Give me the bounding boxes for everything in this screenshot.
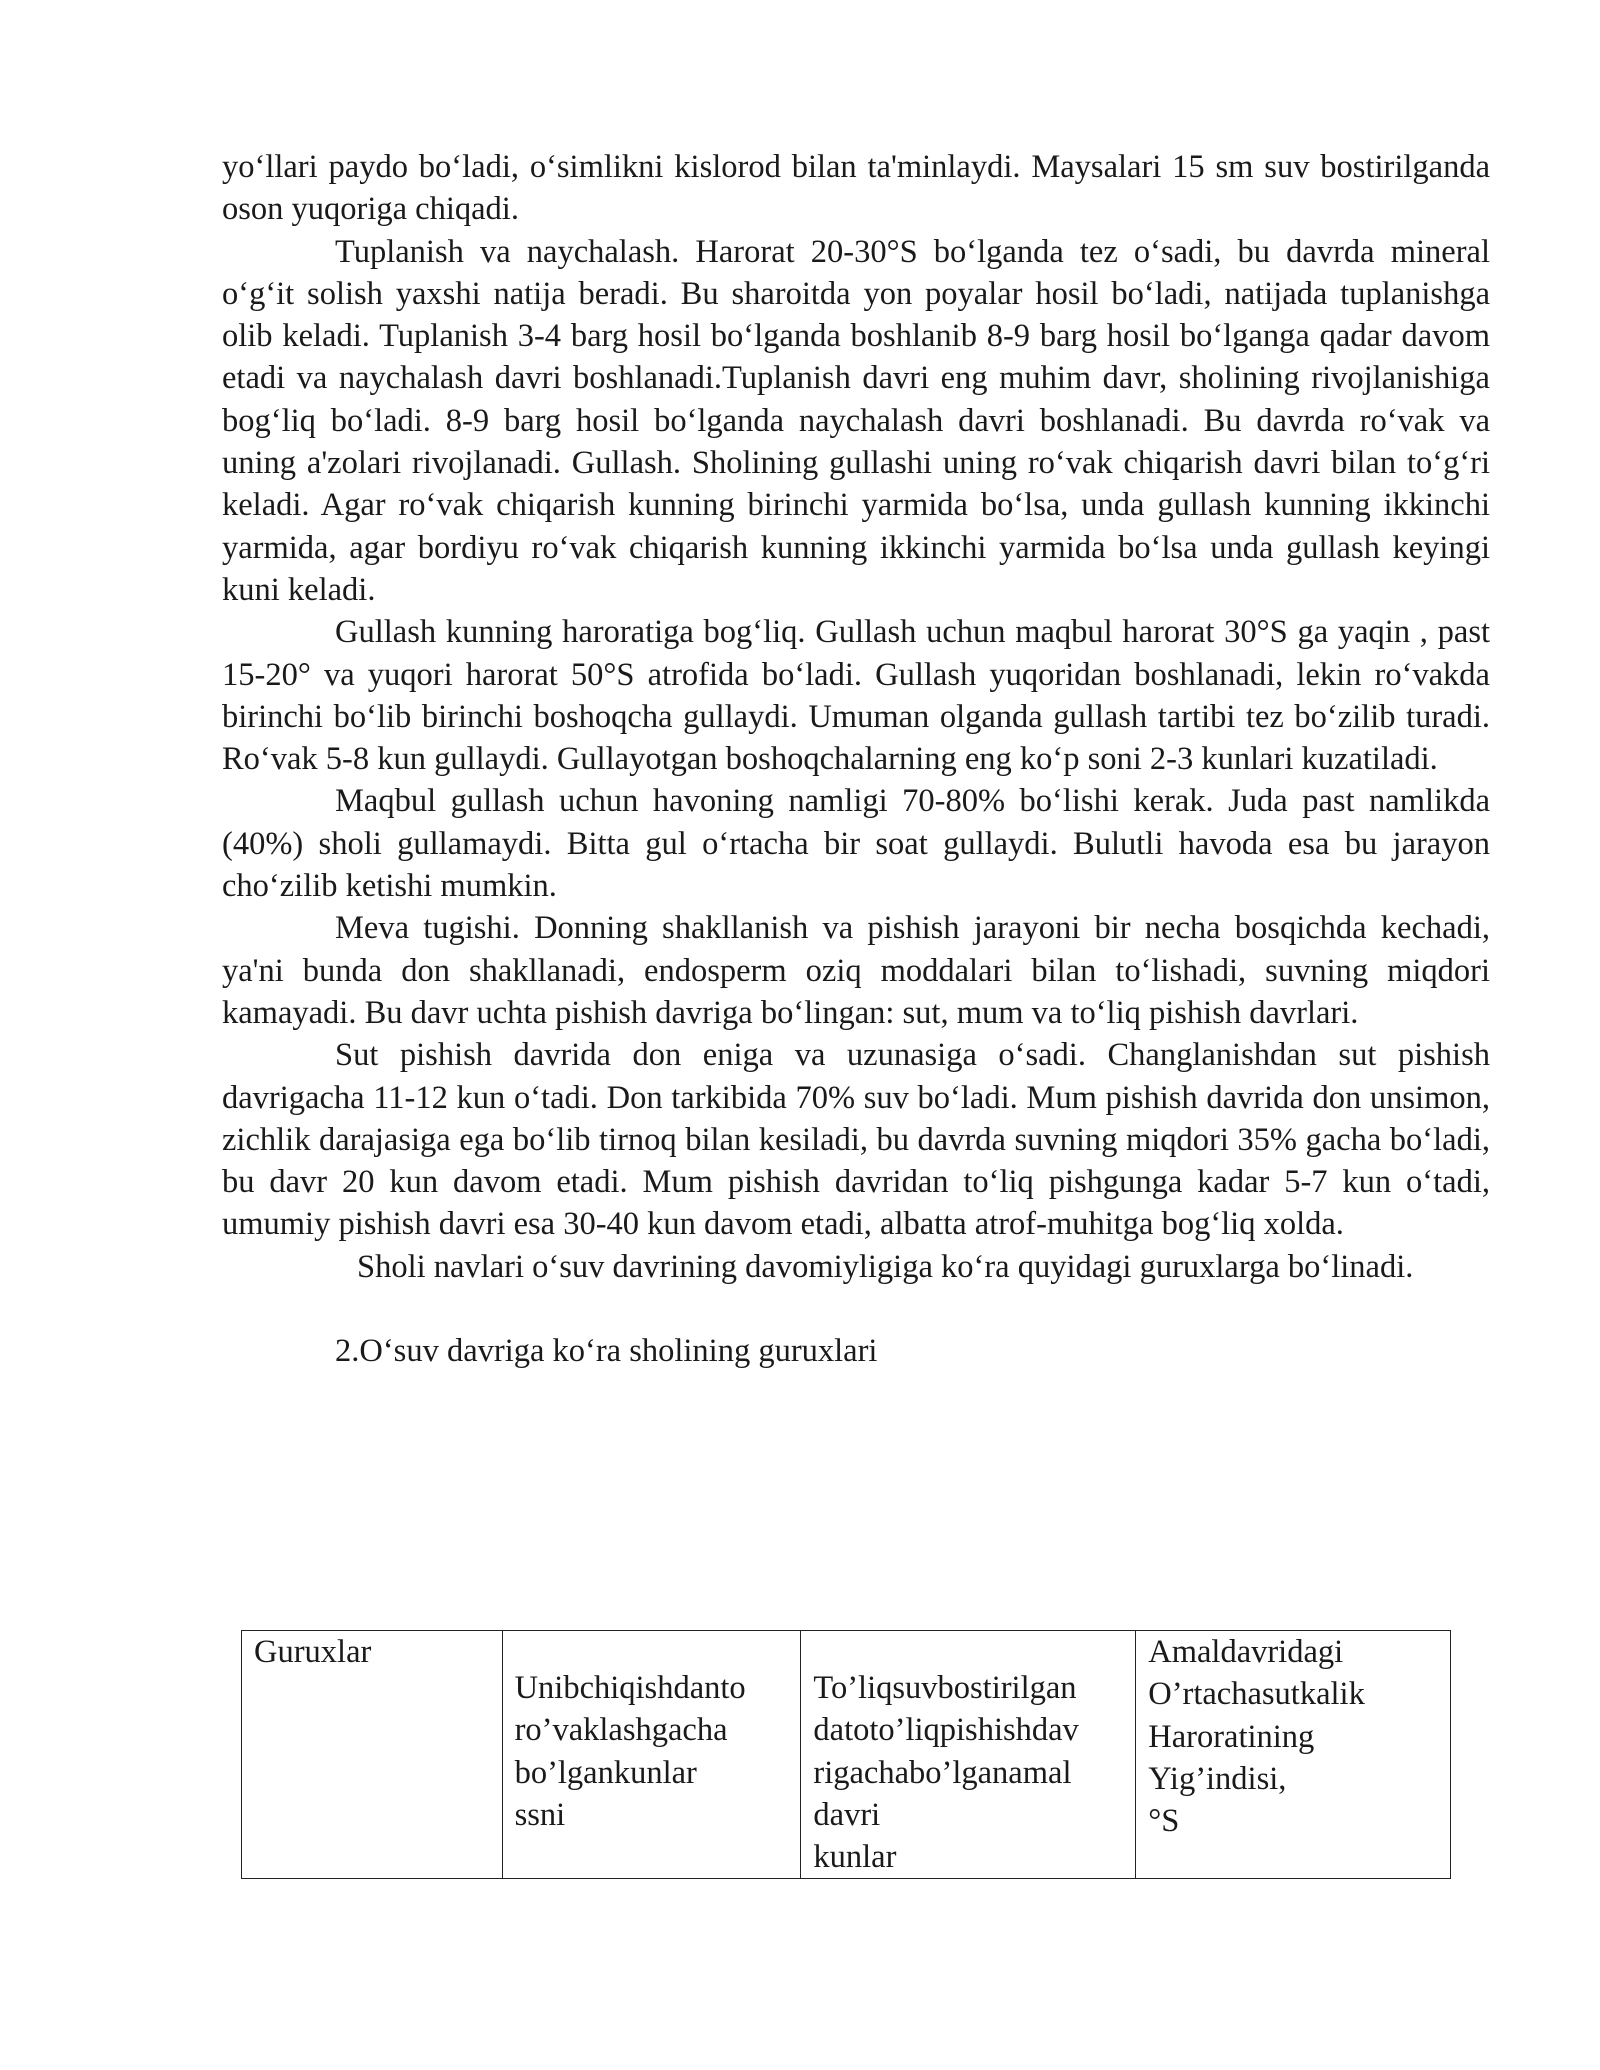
header-groups: Guruxlar	[254, 1634, 372, 1670]
groups-table	[241, 1630, 1451, 1879]
table-header-cell	[242, 1631, 503, 1879]
table-header-cell	[801, 1631, 1136, 1879]
paragraph-continuation: yo‘llari paydo bo‘ladi, o‘simlikni kislorod bilan ta'minlaydi. Maysalari 15 sm suv bostirilganda oson yuqoriga chiqadi.	[222, 149, 1490, 228]
header-days-to-panicle: Unibchiqishdanto ro’vaklashgacha bo’lgankunlar ssni	[514, 1670, 746, 1833]
table-header-cell	[502, 1631, 801, 1879]
paragraph-varieties: Sholi navlari o‘suv davrining davomiyligiga ko‘ra quyidagi guruxlarga bo‘linadi.	[357, 1248, 1414, 1285]
document-body	[222, 146, 1490, 1372]
table-header-row	[242, 1631, 1451, 1879]
header-days-to-ripening: To’liqsuvbostirilgan datoto’liqpishishdav rigachabo’lganamal davri kunlar	[813, 1670, 1079, 1876]
paragraph-ripening: Sut pishish davrida don eniga va uzunasiga o‘sadi. Changlanishdan sut pishish davrigacha 11-12 kun o‘tadi. Don tarkibida 70% suv bo‘ladi. Mum pishish davrida don unsimon, zichlik darajasiga ega bo‘lib tirnoq bilan kesiladi, bu davrda suvning miqdori 35% gacha bo‘ladi, bu davr 20 kun davom etadi. Mum pishish davridan to‘liq pishgunga kadar 5-7 kun o‘tadi, umumiy pishish davri esa 30-40 kun davom etadi, albatta atrof-muhitga bog‘liq xolda.	[222, 1037, 1490, 1243]
table-caption: 2.O‘suv davriga ko‘ra sholining guruxlari	[335, 1333, 878, 1370]
paragraph-flowering: Gullash kunning haroratiga bog‘liq. Gullash uchun maqbul harorat 30°S ga yaqin , past 15-20° va yuqori harorat 50°S atrofida bo‘ladi. Gullash yuqoridan boshlanadi, lekin ro‘vakda birinchi bo‘lib birinchi boshoqcha gullaydi. Umuman olganda gullash tartibi tez bo‘zilib turadi. Ro‘vak 5-8 kun gullaydi. Gullayotgan boshoqchalarning eng ko‘p soni 2-3 kunlari kuzatiladi.	[222, 614, 1490, 778]
paragraph-fruiting: Meva tugishi. Donning shakllanish va pishish jarayoni bir necha bosqichda kechadi, ya'ni bunda don shakllanadi, endosperm oziq moddalari bilan to‘lishadi, suvning miqdori kamayadi. Bu davr uchta pishish davriga bo‘lingan: sut, mum va to‘liq pishish davrlari.	[222, 910, 1490, 1031]
header-temperature-sum: Amaldavridagi O’rtachasutkalik Haroratining Yig’indisi, °S	[1148, 1634, 1365, 1840]
paragraph-humidity: Maqbul gullash uchun havoning namligi 70-80% bo‘lishi kerak. Juda past namlikda (40%) sholi gullamaydi. Bitta gul o‘rtacha bir soat gullaydi. Bulutli havoda esa bu jarayon cho‘zilib ketishi mumkin.	[222, 783, 1490, 905]
table-header-cell	[1136, 1631, 1451, 1879]
paragraph-tillering: Tuplanish va naychalash. Harorat 20-30°S bo‘lganda tez o‘sadi, bu davrda mineral o‘g‘it solish yaxshi natija beradi. Bu sharoitda yon poyalar hosil bo‘ladi, natijada tuplanishga olib keladi. Tuplanish 3-4 barg hosil bo‘lganda boshlanib 8-9 barg hosil bo‘lganga qadar davom etadi va naychalash davri boshlanadi.Tuplanish davri eng muhim davr, sholining rivojlanishiga bog‘liq bo‘ladi. 8-9 barg hosil bo‘lganda naychalash davri boshlanadi. Bu davrda ro‘vak va uning a'zolari rivojlanadi. Gullash. Sholining gullashi uning ro‘vak chiqarish davri bilan to‘g‘ri keladi. Agar ro‘vak chiqarish kunning birinchi yarmida bo‘lsa, unda gullash kunning ikkinchi yarmida, agar bordiyu ro‘vak chiqarish kunning ikkinchi yarmida bo‘lsa unda gullash keyingi kuni keladi.	[222, 233, 1490, 608]
